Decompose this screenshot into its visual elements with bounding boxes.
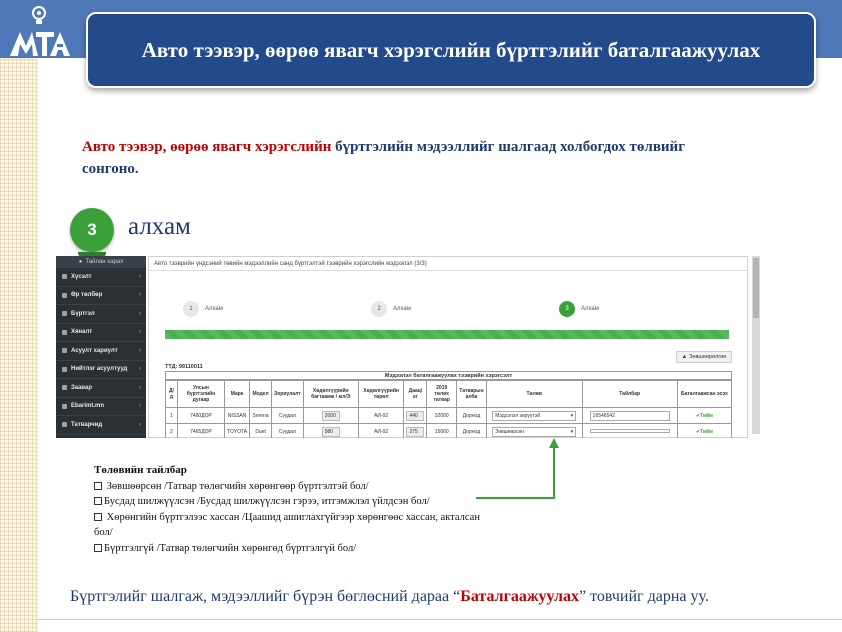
column-header: Баталгаажсан эсэх (677, 381, 731, 408)
model-cell: Duet (250, 424, 272, 439)
panel-header: Авто тээврийн үндсэний төвийн мэдээллийн санд бүртгэлтэй тээврийн хэрэгслийн мэдээлэл (3/3) (149, 257, 747, 271)
graduation-cap-icon: ▲ (681, 354, 688, 360)
column-header: Даац/кг (404, 381, 427, 408)
engine-cell (303, 408, 358, 424)
purpose-cell: Суудал (272, 408, 304, 424)
sidebar-item-debt[interactable] (56, 287, 146, 306)
status-legend (94, 463, 494, 556)
app-screenshot (56, 256, 762, 438)
bottom-text-before: Бүртгэлийг шалгаж, мэдээллийг бүрэн бөглөсний дараа “ (70, 588, 461, 605)
app-sidebar (56, 256, 146, 438)
sidebar-item-label: Хяналт (71, 329, 93, 336)
step-dot-active: 3 (559, 301, 575, 317)
menu-icon (62, 422, 67, 427)
scrollbar-thumb[interactable] (753, 258, 759, 318)
model-cell: Serena (250, 408, 272, 424)
legend-item (94, 479, 494, 495)
step-dot-label: Алхам (581, 306, 599, 312)
load-cell (404, 408, 427, 424)
menu-icon (62, 330, 67, 335)
legend-item (94, 494, 494, 510)
row-number: 1 (166, 408, 178, 424)
load-cell (404, 424, 427, 439)
wizard-step-3 (559, 301, 599, 317)
page-title: Авто тээвэр, өөрөө явагч хэрэгслийн бүртгэлийг баталгаажуулах (86, 12, 816, 88)
sidebar-report-label: Тайлан харах (85, 259, 124, 265)
taxpayer-id: ТТД: 99110011 (165, 364, 203, 370)
column-header: 2019 төлөх татвар (427, 381, 457, 408)
chevron-left-icon: ‹ (139, 384, 141, 391)
eye-icon: ● (78, 259, 83, 265)
column-header: Модел (250, 381, 272, 408)
chevron-left-icon: ‹ (139, 273, 141, 280)
step-number-badge: 3 (70, 208, 114, 252)
chevron-left-icon: ‹ (139, 366, 141, 373)
table-row (166, 408, 732, 424)
checkbox-icon (94, 482, 102, 490)
tax-cell: 32000 (427, 408, 457, 424)
legend-item (94, 541, 494, 557)
step-label: алхам (128, 213, 191, 240)
sidebar-item-label: Асуулт хариулт (71, 347, 118, 354)
confirmed-cell (677, 408, 731, 424)
step-dot: 2 (371, 301, 387, 317)
vertical-scrollbar[interactable] (752, 256, 760, 434)
column-header: Төлөв (486, 381, 582, 408)
wizard-progress-bar (165, 330, 729, 339)
confirm-button-name: Баталгаажуулах (460, 588, 580, 605)
note-input[interactable] (590, 429, 670, 433)
note-cell (582, 408, 677, 424)
mta-logo (6, 4, 72, 60)
sidebar-item-label: Хүсэлт (71, 273, 92, 280)
engine-field: 2000 (322, 411, 340, 421)
note-cell (582, 424, 677, 439)
step-dot: 1 (183, 301, 199, 317)
legend-item-text: Хөрөнгийн бүртгэлээс хассан /Цаашид ашиглахгүйгээр хөрөнгөөс хассан, акталсан бол/ (94, 511, 480, 538)
chevron-left-icon: ‹ (139, 421, 141, 428)
row-number: 2 (166, 424, 178, 439)
sidebar-item-ebarimt[interactable] (56, 398, 146, 417)
engine-field: 980 (322, 427, 340, 437)
menu-icon (62, 348, 67, 353)
checkbox-icon (94, 497, 102, 505)
chevron-left-icon: ‹ (139, 310, 141, 317)
sidebar-item-qa[interactable] (56, 342, 146, 361)
bottom-text-after: ” товчийг дарна уу. (579, 588, 709, 605)
sidebar-item-faq[interactable] (56, 361, 146, 380)
status-select[interactable]: Мэдээлэл зөрүүтэй ▾ (492, 411, 576, 421)
legend-title: Төлөвийн тайлбар (94, 464, 187, 476)
legend-item (94, 510, 494, 541)
sidebar-item-label: Заавар (71, 384, 93, 391)
column-header: Хөдөлгүүрийн багтаамж / мл/Э (303, 381, 358, 408)
purpose-cell: Суудал (272, 424, 304, 439)
sidebar-item-label: Бүртгэл (71, 310, 95, 317)
note-input[interactable]: 16546542 (590, 411, 670, 421)
checkbox-icon (94, 513, 102, 521)
plate-cell: 7465ДОР (177, 424, 224, 439)
vehicle-table (165, 380, 732, 438)
left-decorative-strip (0, 58, 38, 632)
column-header: Д/д (166, 381, 178, 408)
sidebar-item-guide[interactable] (56, 379, 146, 398)
make-cell: TOYOTA (225, 424, 250, 439)
column-header: Марк (225, 381, 250, 408)
sidebar-item-registration[interactable] (56, 305, 146, 324)
load-field: 275 (406, 427, 424, 437)
engine-cell (303, 424, 358, 439)
chevron-left-icon: ‹ (139, 403, 141, 410)
checkbox-icon (94, 544, 102, 552)
legend-item-text: Зөвшөөрсөн /Татвар төлөгчийн хөрөнгөөр бүртгэлтэй бол/ (104, 480, 369, 492)
instruction-text (82, 136, 722, 180)
table-header-row (166, 381, 732, 408)
wizard-step-1 (183, 301, 223, 317)
fuel-cell: АИ-92 (358, 424, 404, 439)
instruction-highlight: Авто тээвэр, өөрөө явагч хэрэгслийн (82, 139, 332, 155)
column-header: Улсын бүртгэлийн дугаар (177, 381, 224, 408)
confirmed-badge: ✔Тийм (695, 412, 713, 419)
table-title: Мэдээлэл баталгаажуулах тээврийн хэрэгсэлт (165, 371, 732, 380)
instruction-rest: бүртгэлийн мэдээллийг шалгаад холбогдох төлвийг сонгоно. (82, 139, 686, 177)
column-header: Тайлбар (582, 381, 677, 408)
fuel-cell: АИ-92 (358, 408, 404, 424)
table-row (166, 424, 732, 439)
office-cell: Дорнод (456, 408, 486, 424)
sidebar-item-label: Нийтлэг асуултууд (71, 366, 128, 373)
chevron-left-icon: ‹ (139, 347, 141, 354)
menu-icon (62, 404, 67, 409)
confirmed-cell (677, 424, 731, 439)
app-main-panel (148, 256, 748, 438)
column-header: Татварын алба (456, 381, 486, 408)
column-header: Зориулалт (272, 381, 304, 408)
footer-rule (38, 619, 842, 620)
menu-icon (62, 385, 67, 390)
confirmed-badge: ✔Тийм (695, 428, 713, 435)
make-cell: NISSAN (225, 408, 250, 424)
step-dot-label: Алхам (205, 306, 223, 312)
menu-icon (62, 274, 67, 279)
sidebar-report-link[interactable] (56, 256, 146, 268)
status-select[interactable]: Зөвшөөрсөн ▾ (492, 427, 576, 437)
chevron-left-icon: ‹ (139, 329, 141, 336)
chevron-left-icon: ‹ (139, 292, 141, 299)
load-field: 440 (406, 411, 424, 421)
sidebar-item-label: Ebarimt.mn (71, 403, 105, 410)
legend-item-text: Бусдад шилжүүлсэн /Бусдад шилжүүлсэн гэрээ, итгэмжлэл үйлдсэн бол/ (104, 496, 430, 507)
legend-item-text: Бүртгэлгүй /Татвар төлөгчийн хөрөнгөд бүртгэлгүй бол/ (104, 542, 357, 554)
status-cell (486, 408, 582, 424)
report-button[interactable] (676, 351, 732, 363)
sidebar-item-request[interactable] (56, 268, 146, 287)
report-button-label: Зөвшөөрөлгөө (689, 354, 727, 360)
sidebar-item-label: Татварчид (71, 421, 103, 428)
menu-icon (62, 311, 67, 316)
bottom-instruction (70, 588, 709, 606)
tax-cell: 15660 (427, 424, 457, 439)
sidebar-item-control[interactable] (56, 324, 146, 343)
column-header: Хөдөлгүүрийн төрөл (358, 381, 404, 408)
sidebar-item-label: Өр төлбөр (71, 292, 103, 299)
wizard-step-2 (371, 301, 411, 317)
menu-icon (62, 367, 67, 372)
office-cell: Дорнод (456, 424, 486, 439)
sidebar-item-tax-agents[interactable] (56, 416, 146, 435)
menu-icon (62, 293, 67, 298)
step-dot-label: Алхам (393, 306, 411, 312)
plate-cell: 7480ДОР (177, 408, 224, 424)
